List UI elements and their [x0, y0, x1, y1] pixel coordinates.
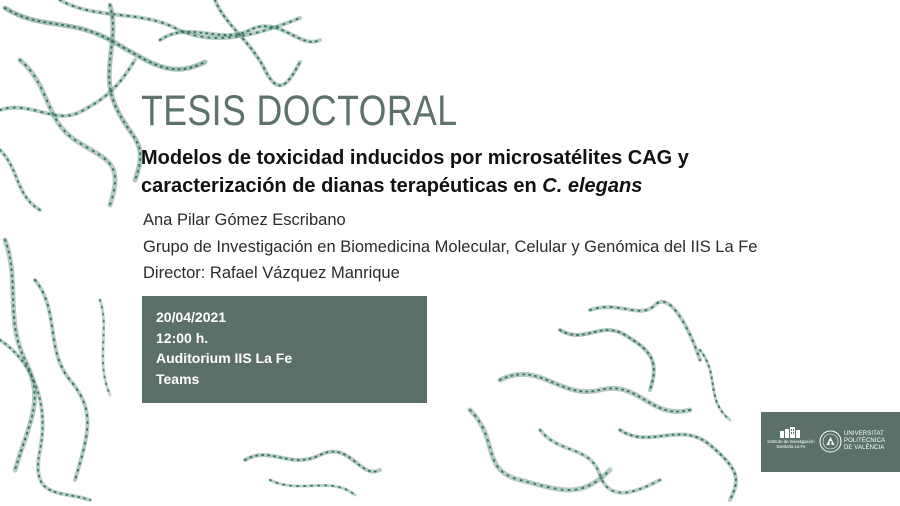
worm-strand [270, 480, 355, 495]
upv-wordmark [844, 431, 885, 453]
research-group: Grupo de Investigación en Biomedicina Molecular, Celular y Genómica del IIS La Fe [143, 238, 758, 256]
worm-strand [0, 150, 40, 210]
iis-wordmark-line-1: Instituto de Investigación [767, 439, 815, 444]
worm-strand [35, 280, 88, 480]
worm-strand [35, 280, 88, 480]
worm-strand [700, 350, 730, 420]
worm-strand [20, 60, 115, 205]
logo-panel [761, 412, 900, 472]
upv-wordmark-line-1: UNIVERSITAT [844, 431, 884, 437]
upv-wordmark-line-3: DE VALÈNCIA [844, 445, 885, 452]
worm-strand [5, 8, 205, 69]
thesis-title [141, 144, 881, 200]
iis-wordmark-line-2: Sanitaria La Fe [776, 444, 806, 450]
thesis-title-line-1: Modelos de toxicidad inducidos por microsatélites CAG y [141, 147, 689, 169]
event-venue: Auditorium IIS La Fe [156, 350, 293, 366]
thesis-title-line-2 [141, 172, 881, 200]
event-time: 12:00 h. [156, 329, 209, 346]
university-seal-icon [819, 430, 842, 453]
upv-wordmark-line-2: POLITÈCNICA [844, 438, 886, 445]
worm-strand [109, 5, 140, 180]
event-date: 20/04/2021 [156, 309, 227, 325]
worm-strand [215, 0, 300, 85]
author-name: Ana Pilar Gómez Escribano [143, 211, 346, 229]
iis-la-fe-logo [765, 426, 817, 466]
building-icon [779, 426, 803, 438]
worm-strand [500, 374, 690, 411]
worm-strand [470, 410, 610, 490]
worm-strand [540, 430, 660, 493]
worm-strand [560, 330, 654, 390]
worm-strand [100, 300, 110, 395]
worm-strand [700, 350, 730, 420]
eyebrow-heading: TESIS DOCTORAL [141, 87, 458, 135]
worm-strand [540, 430, 660, 493]
upv-logo [819, 430, 899, 460]
worm-strand [245, 452, 380, 472]
event-platform: Teams [156, 370, 200, 387]
event-details-box [142, 296, 427, 403]
worm-strand [560, 330, 654, 390]
worm-cluster-left [0, 240, 110, 500]
thesis-title-line-2-text: caracterización de dianas terapéuticas en [141, 175, 543, 197]
species-name: C. elegans [542, 175, 643, 197]
director-name: Director: Rafael Vázquez Manrique [143, 264, 400, 282]
worm-strand [215, 0, 300, 85]
iis-la-fe-wordmark [765, 439, 817, 449]
